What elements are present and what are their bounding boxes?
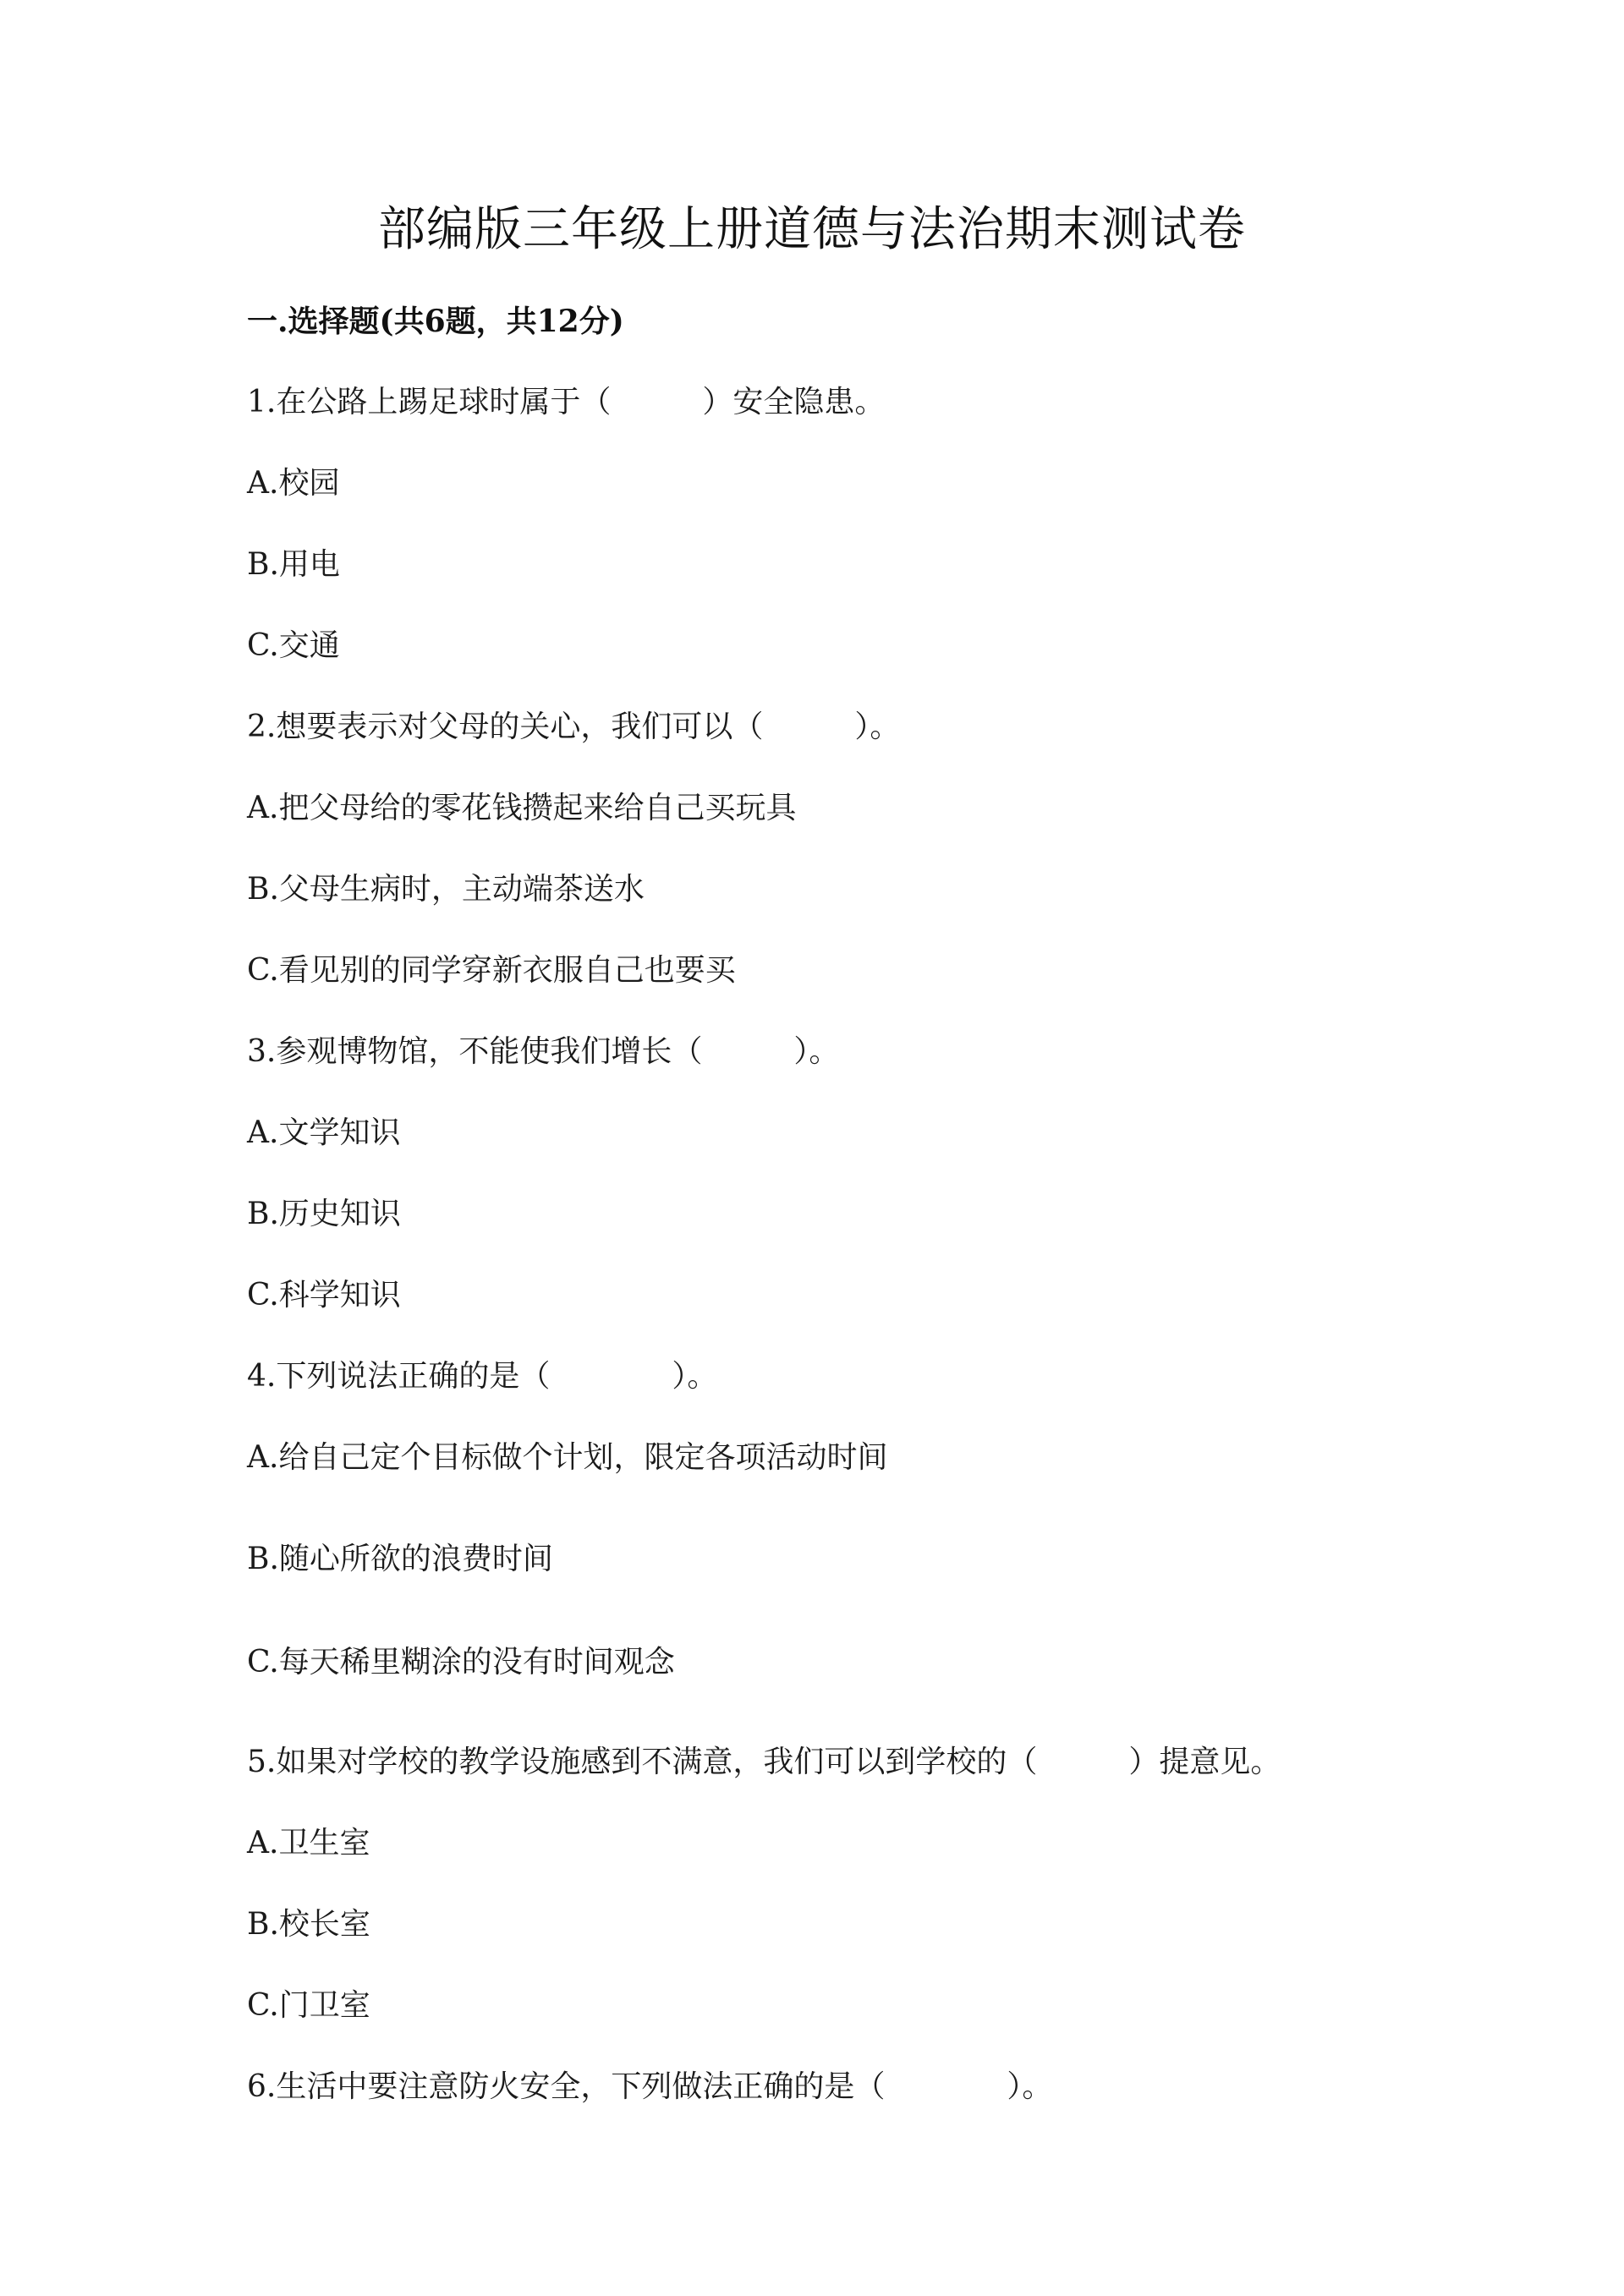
question-2-stem: 2.想要表示对父母的关心，我们可以（ ）。 — [247, 710, 901, 744]
question-4-option-c: C.每天稀里糊涂的没有时间观念 — [247, 1645, 675, 1680]
question-4-option-b: B.随心所欲的浪费时间 — [247, 1542, 553, 1576]
question-2-option-c: C.看见别的同学穿新衣服自己也要买 — [247, 953, 736, 988]
section-heading: 一.选择题(共6题，共12分) — [247, 304, 624, 339]
question-1-option-c: C.交通 — [247, 628, 340, 663]
question-1-option-a: A.校园 — [247, 466, 340, 501]
question-3-option-a: A.文学知识 — [247, 1115, 401, 1150]
question-1-option-b: B.用电 — [247, 547, 340, 582]
question-5-option-a: A.卫生室 — [247, 1826, 370, 1860]
question-4-stem: 4.下列说法正确的是（ ）。 — [247, 1359, 718, 1394]
question-5-stem: 5.如果对学校的教学设施感到不满意，我们可以到学校的（ ）提意见。 — [247, 1745, 1281, 1779]
question-6-stem: 6.生活中要注意防火安全，下列做法正确的是（ ）。 — [247, 2069, 1053, 2104]
question-5-option-c: C.门卫室 — [247, 1988, 370, 2023]
question-3-stem: 3.参观博物馆，不能使我们增长（ ）。 — [247, 1034, 840, 1069]
question-2-option-b: B.父母生病时，主动端茶送水 — [247, 872, 645, 907]
question-1-stem: 1.在公路上踢足球时属于（ ）安全隐患。 — [247, 385, 886, 419]
question-3-option-b: B.历史知识 — [247, 1197, 401, 1231]
question-2-option-a: A.把父母给的零花钱攒起来给自己买玩具 — [247, 791, 797, 825]
page-title: 部编版三年级上册道德与法治期末测试卷 — [378, 202, 1246, 257]
question-5-option-b: B.校长室 — [247, 1907, 370, 1942]
question-3-option-c: C.科学知识 — [247, 1278, 401, 1312]
question-4-option-a: A.给自己定个目标做个计划，限定各项活动时间 — [247, 1440, 888, 1475]
